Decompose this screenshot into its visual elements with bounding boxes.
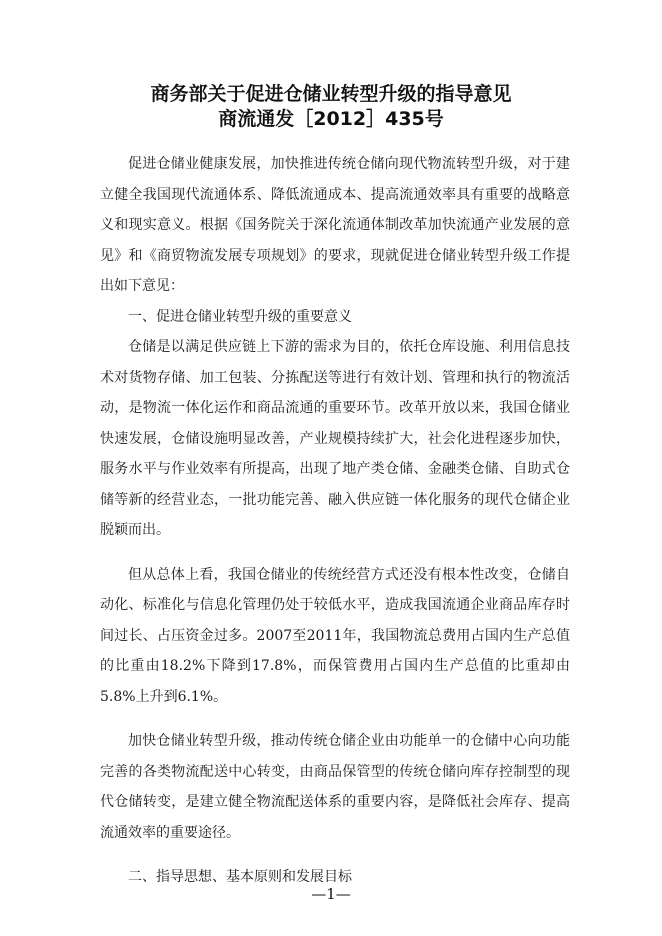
document-number: 商流通发［2012］435号 [218,108,444,130]
paragraph-3: 加快仓储业转型升级，推动传统仓储企业由功能单一的仓储中心向功能完善的各类物流配送中心转变，由商品保管型的传统仓储向库存控制型的现代仓储转变，是建立健全物流配送体系的重要内容，是降低社会库存、提高流通效率的重要途径。 [100,733,570,841]
paragraph-intro: 促进仓储业健康发展，加快推进传统仓储向现代物流转型升级，对于建立健全我国现代流通体系、降低流通成本、提高流通效率具有重要的战略意义和现实意义。根据《国务院关于深化流通体制改革加快流通产业发展的意见》和《商贸物流发展专项规划》的要求，现就促进仓储业转型升级工作提出如下意见： [100,156,570,294]
section-heading-1: 一、促进仓储业转型升级的重要意义 [128,308,352,325]
document-title: 商务部关于促进仓储业转型升级的指导意见 [150,83,512,105]
page-number: —1— [311,885,351,903]
section-heading-2: 二、指导思想、基本原则和发展目标 [128,869,352,885]
document-body [100,149,570,893]
paragraph-1: 仓储是以满足供应链上下游的需求为目的，依托仓库设施、利用信息技术对货物存储、加工包装、分拣配送等进行有效计划、管理和执行的物流活动，是物流一体化运作和商品流通的重要环节。改革开放以来，我国仓储业快速发展，仓储设施明显改善，产业规模持续扩大，社会化进程逐步加快，服务水平与作业效率有所提高，出现了地产类仓储、金融类仓储、自助式仓储等新的经营业态，一批功能完善、融入供应链一体化服务的现代仓储企业脱颖而出。 [100,339,570,538]
paragraph-2: 但从总体上看，我国仓储业的传统经营方式还没有根本性改变，仓储自动化、标准化与信息化管理仍处于较低水平，造成我国流通企业商品库存时间过长、占压资金过多。2007至2011年，我国物流总费用占国内生产总值的比重由18.2%下降到17.8%，而保管费用占国内生产总值的比重却由5.8%上升到6.1%。 [100,566,570,705]
